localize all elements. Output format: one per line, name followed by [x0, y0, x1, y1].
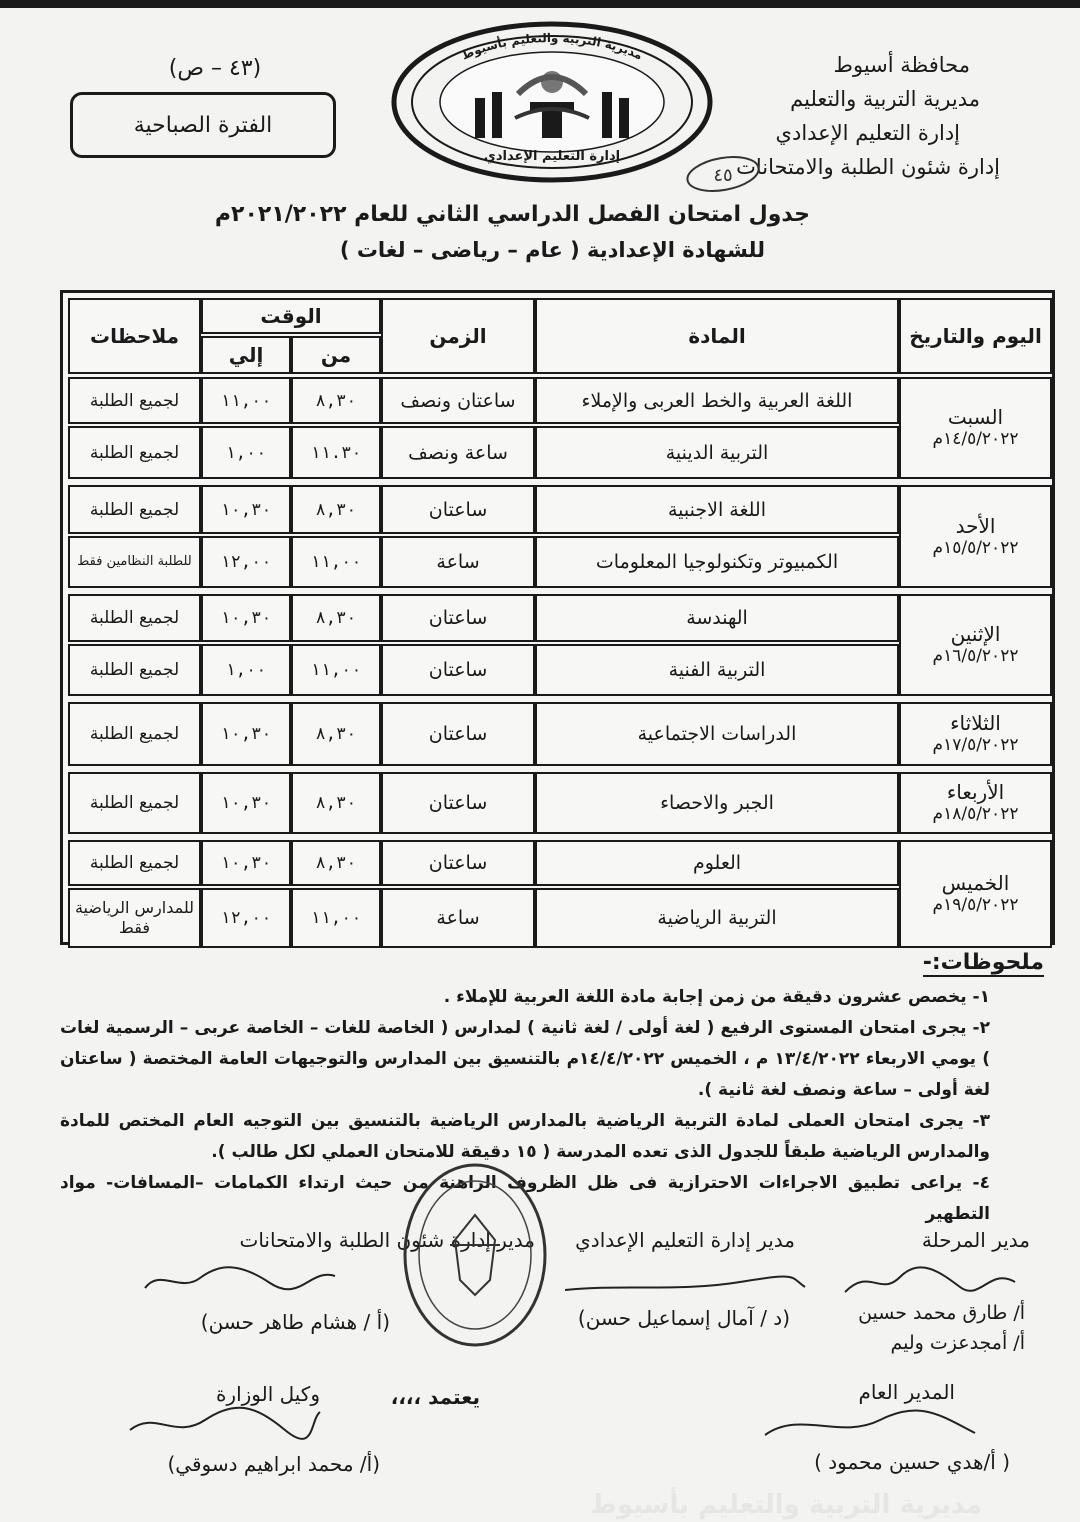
note-cell: لجميع الطلبة: [68, 772, 201, 834]
header-subject: المادة: [535, 298, 899, 374]
note-item-3: ٣- يجرى امتحان العملى لمادة التربية الرياضية بالمدارس الرياضية بالتنسيق بين التوجيه العام المختص للمادة والمدارس الرياضية طبقاً للجدول الذى تعده المدرسة ( ١٥ دقيقة للامتحان العملي لكل طالب ).: [60, 1111, 990, 1162]
day-cell: [899, 772, 1052, 834]
time-from-cell: ١١,٠٠: [291, 888, 381, 948]
issuer-line-1: محافظة أسيوط: [833, 53, 970, 77]
time-from-cell: ٨,٣٠: [291, 840, 381, 886]
stage-manager-name-2: أ/ أمجدعزت وليم: [890, 1332, 1025, 1354]
day-date: ١٥/٥/٢٠٢٢م: [932, 537, 1019, 558]
prep-edu-signature: [560, 1262, 810, 1302]
note-cell: لجميع الطلبة: [68, 702, 201, 766]
stage-manager-name-1: أ/ طارق محمد حسين: [858, 1302, 1025, 1324]
deputy-name: (أ/ محمد ابراهيم دسوقي): [167, 1452, 380, 1476]
note-item-2: ٢- يجرى امتحان المستوى الرفيع ( لغة أولى / لغة ثانية ) لمدارس ( الخاصة للغات – الخاصة عربى – الرسمية لغات ) يومي الاربعاء ١٣/٤/٢٠٢٢ م ، الخميس ١٤/٤/٢٠٢٢م بالتنسيق بين المدارس والتوجيهات العامة المختصة ( ساعتان لغة أولى – ساعة ونصف لغة ثانية ).: [60, 1018, 990, 1100]
note-cell: لجميع الطلبة: [68, 377, 201, 424]
logo-bottom-text: إدارة التعليم الإعدادي: [483, 149, 621, 164]
duration-cell: ساعة: [381, 888, 535, 948]
top-border: [0, 0, 1080, 8]
day-cell: [899, 840, 1052, 948]
period-box: [70, 92, 336, 158]
form-code: (٤٣ – ص): [168, 56, 262, 81]
subject-cell: اللغة الاجنبية: [535, 485, 899, 534]
stage-manager-signature: [840, 1262, 1020, 1302]
header-duration: الزمن: [381, 298, 535, 374]
schedule-subtitle: للشهادة الإعدادية ( عام – رياضى – لغات ): [339, 238, 765, 262]
header-time: الوقت: [201, 298, 381, 334]
duration-cell: ساعتان: [381, 594, 535, 642]
day-date: ١٦/٥/٢٠٢٢م: [932, 646, 1019, 666]
day-cell: [899, 594, 1052, 696]
time-to-cell: ١٠,٣٠: [201, 772, 291, 834]
time-from-cell: ٨,٣٠: [291, 772, 381, 834]
day-name: السبت: [947, 405, 1004, 429]
duration-cell: ساعتان: [381, 840, 535, 886]
note-item-1: ١- يخصص عشرون دقيقة من زمن إجابة مادة اللغة العربية للإملاء .: [443, 987, 990, 1007]
affairs-signature: [140, 1258, 340, 1302]
time-to-cell: ١,٠٠: [201, 426, 291, 479]
subject-cell: الدراسات الاجتماعية: [535, 702, 899, 766]
day-cell: [899, 377, 1052, 479]
time-from-cell: ١١.٣٠: [291, 426, 381, 479]
note-cell: لجميع الطلبة: [68, 426, 201, 479]
prep-edu-name: (د / آمال إسماعيل حسن): [577, 1306, 790, 1330]
header-from: من: [291, 336, 381, 374]
affairs-name: (أ / هشام طاهر حسن): [200, 1310, 390, 1334]
general-manager-signature: [760, 1405, 980, 1445]
day-name: الأحد: [955, 513, 996, 538]
subject-cell: التربية الدينية: [535, 426, 899, 479]
exam-schedule-table: [60, 290, 1055, 945]
day-date: ١٧/٥/٢٠٢٢م: [932, 735, 1019, 755]
schedule-title: جدول امتحان الفصل الدراسي الثاني للعام ٢٠٢١/٢٠٢٢م: [214, 202, 810, 227]
time-from-cell: ٨,٣٠: [291, 702, 381, 766]
period-label: الفترة الصباحية: [133, 112, 273, 138]
notes-title: ملحوظات:-: [922, 950, 1044, 975]
time-to-cell: ١٠,٣٠: [201, 702, 291, 766]
note-cell: لجميع الطلبة: [68, 594, 201, 642]
subject-cell: اللغة العربية والخط العربى والإملاء: [535, 377, 899, 424]
day-name: الإثنين: [950, 622, 1001, 646]
note-cell: لجميع الطلبة: [68, 840, 201, 886]
watermark: مديرية التربية والتعليم بأسيوط: [590, 1490, 983, 1520]
day-cell: [899, 485, 1052, 588]
subject-cell: الهندسة: [535, 594, 899, 642]
duration-cell: ساعتان: [381, 772, 535, 834]
approval-label: يعتمد ،،،،: [390, 1385, 480, 1409]
header-day: اليوم والتاريخ: [899, 298, 1052, 374]
day-date: ١٩/٥/٢٠٢٢م: [932, 895, 1019, 915]
time-to-cell: ١٢,٠٠: [201, 888, 291, 948]
time-to-cell: ١٠,٣٠: [201, 594, 291, 642]
note-cell: لجميع الطلبة: [68, 485, 201, 534]
issuer-line-3: إدارة التعليم الإعدادي: [775, 121, 960, 145]
day-name: الأربعاء: [946, 780, 1005, 804]
header-to: إلي: [201, 336, 291, 374]
duration-cell: ساعتان: [381, 702, 535, 766]
deputy-signature: [125, 1400, 325, 1450]
duration-cell: ساعتان: [381, 644, 535, 696]
time-from-cell: ١١,٠٠: [291, 644, 381, 696]
time-from-cell: ٨,٣٠: [291, 377, 381, 424]
duration-cell: ساعتان ونصف: [381, 377, 535, 424]
time-from-cell: ٨,٣٠: [291, 594, 381, 642]
time-from-cell: ٨,٣٠: [291, 485, 381, 534]
serial-number: ٤٥: [713, 165, 733, 186]
note-item-4: ٤- يراعى تطبيق الاجراءات الاحترازية فى ظل الظروف الراهنة من حيث ارتداء الكمامات –المسافات- مواد التطهير: [60, 1173, 990, 1224]
prep-edu-title: مدير إدارة التعليم الإعدادي: [575, 1228, 795, 1252]
duration-cell: ساعتان: [381, 485, 535, 534]
day-name: الثلاثاء: [950, 711, 1001, 735]
note-cell: للطلبة النظامين فقط: [68, 536, 201, 588]
serial-stamp: [683, 154, 763, 194]
day-name: الخميس: [941, 871, 1010, 895]
duration-cell: ساعة ونصف: [381, 426, 535, 479]
general-manager-name: ( أ/هدي حسين محمود ): [814, 1450, 1010, 1474]
subject-cell: الكمبيوتر وتكنولوجيا المعلومات: [535, 536, 899, 588]
directorate-logo-icon: [390, 20, 715, 185]
subject-cell: التربية الفنية: [535, 644, 899, 696]
time-from-cell: ١١,٠٠: [291, 536, 381, 588]
general-manager-title: المدير العام: [858, 1380, 955, 1404]
time-to-cell: ١٠,٣٠: [201, 840, 291, 886]
day-date: ١٨/٥/٢٠٢٢م: [932, 804, 1019, 824]
deputy-title: وكيل الوزارة: [215, 1382, 320, 1406]
time-to-cell: ١١,٠٠: [201, 377, 291, 424]
logo-top-text: مديرية التربية والتعليم بأسيوط: [459, 30, 645, 63]
duration-cell: ساعة: [381, 536, 535, 588]
official-seal-icon: [400, 1160, 550, 1350]
time-to-cell: ١,٠٠: [201, 644, 291, 696]
header-notes: ملاحظات: [68, 298, 201, 374]
note-cell: للمدارس الرياضية فقط: [68, 888, 201, 948]
day-cell: [899, 702, 1052, 766]
subject-cell: العلوم: [535, 840, 899, 886]
issuer-line-4: إدارة شئون الطلبة والامتحانات: [736, 155, 1000, 179]
affairs-title: مدير إدارة شئون الطلبة والامتحانات: [239, 1228, 535, 1252]
subject-cell: التربية الرياضية: [535, 888, 899, 948]
day-date: ١٤/٥/٢٠٢٢م: [932, 429, 1019, 449]
stage-manager-title: مدير المرحلة: [921, 1228, 1030, 1252]
time-to-cell: ١٢,٠٠: [201, 536, 291, 588]
note-cell: لجميع الطلبة: [68, 644, 201, 696]
issuer-line-2: مديرية التربية والتعليم: [790, 87, 980, 111]
subject-cell: الجبر والاحصاء: [535, 772, 899, 834]
time-to-cell: ١٠,٣٠: [201, 485, 291, 534]
